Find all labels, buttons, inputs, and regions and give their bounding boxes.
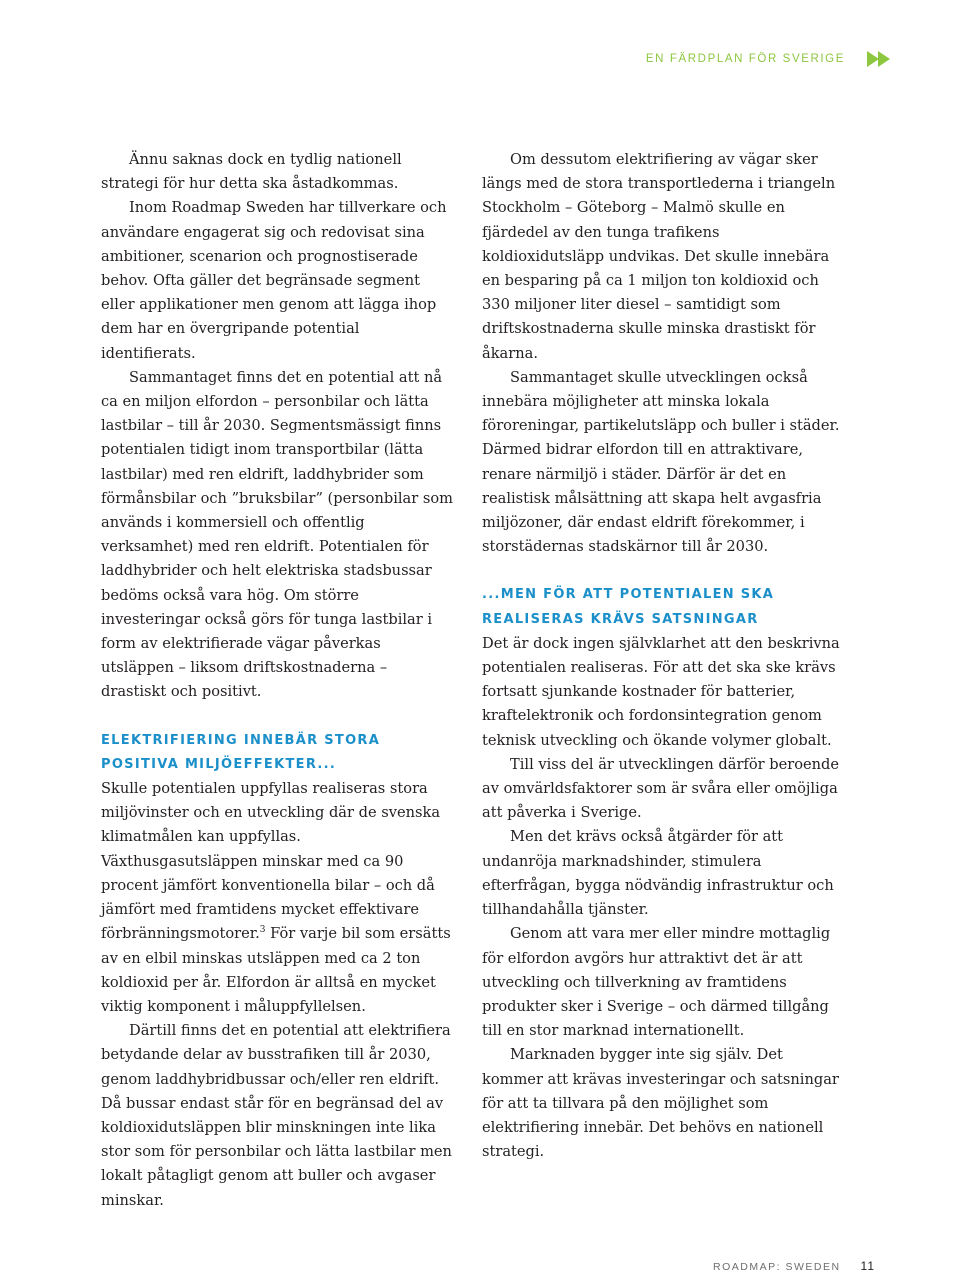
paragraph: Till viss del är utvecklingen därför beroende av omvärldsfaktorer som är svåra eller omöjliga att påverka i Sverige.	[482, 755, 839, 822]
paragraph	[101, 777, 457, 1019]
running-header	[646, 51, 891, 67]
paragraph: Det är dock ingen självklarhet att den beskrivna potentialen realiseras. För att det ska ske krävs fortsatt sjunkande kostnader för batterier, kraftelektronik och fordonsintegration genom teknisk utveckling och ökande volymer globalt.	[482, 634, 840, 749]
paragraph: Ännu saknas dock en tydlig nationell strategi för hur detta ska åstadkommas.	[101, 151, 402, 193]
section-heading: ...MEN FÖR ATT POTENTIALEN SKA REALISERAS KRÄVS SATSNINGAR	[482, 587, 775, 627]
paragraph: Om dessutom elektrifiering av vägar sker längs med de stora transportlederna i triangeln Stockholm – Göteborg – Malmö skulle en fjärdedel av den tunga trafikens koldioxidutsläpp undvikas. Det skulle innebära en besparing på ca 1 miljon ton koldioxid och 330 miljoner liter diesel – samtidigt som driftskostnaderna skulle minska drastiskt för åkarna.	[482, 151, 836, 362]
section-heading: ELEKTRIFIERING INNEBÄR STORA POSITIVA MILJÖEFFEKTER...	[101, 732, 381, 772]
paragraph-text: Skulle potentialen uppfyllas realiseras stora miljövinster och en utveckling där de svenska klimatmålen kan uppfyllas. Växthusgasutsläppen minskar med ca 90 procent jämfört konventionella bilar – och då jämfört med framtidens mycket effektivare förbränningsmotorer.	[101, 780, 441, 943]
paragraph: Marknaden bygger inte sig själv. Det kommer att krävas investeringar och satsningar för att ta tillvara på den möjlighet som elektrifiering innebär. Det behövs en nationell strategi.	[482, 1046, 839, 1161]
paragraph: Därtill finns det en potential att elektrifiera betydande delar av busstrafiken till år 2030, genom laddhybridbussar och/eller ren eldrift. Då bussar endast står för en begränsad del av koldioxidutsläppen blir minskningen inte lika stor som för personbilar och lätta lastbilar men lokalt påtagligt genom att buller och avgaser minskar.	[101, 1022, 452, 1209]
footnote-reference: 3	[259, 925, 266, 936]
right-column	[482, 148, 840, 1164]
paragraph: Sammantaget skulle utvecklingen också innebära möjligheter att minska lokala föroreningar, partikelutsläpp och buller i städer. Därmed bidrar elfordon till en attraktivare, renare närmiljö i städer. Därför är det en realistisk målsättning att skapa helt avgasfria miljözoner, där endast eldrift förekommer, i storstädernas stadskärnor till år 2030.	[482, 368, 840, 556]
left-column	[101, 148, 457, 1213]
page-footer	[713, 1259, 875, 1273]
paragraph: Inom Roadmap Sweden har tillverkare och användare engagerat sig och redovisat sina ambitioner, scenarion och prognostiserade behov. Ofta gäller det begränsade segment eller applikationer men genom att lägga ihop dem har en övergripande potential identifierats.	[101, 199, 447, 362]
publication-name: ROADMAP: SWEDEN	[713, 1261, 841, 1273]
page-number: 11	[860, 1259, 875, 1273]
double-arrow-right-icon	[867, 51, 891, 67]
section-title: EN FÄRDPLAN FÖR SVERIGE	[645, 53, 845, 65]
paragraph: Sammantaget finns det en potential att nå ca en miljon elfordon – personbilar och lätta lastbilar – till år 2030. Segmentsmässigt finns potentialen tidigt inom transportbilar (lätta lastbilar) med ren eldrift, laddhybrider som förmånsbilar och ”bruksbilar” (personbilar som används i kommersiell och offentlig verksamhet) med ren eldrift. Potentialen för laddhybrider och helt elektriska stadsbussar bedöms också vara hög. Om större investeringar också görs för tunga lastbilar i form av elektrifierade vägar påverkas utsläppen – liksom driftskostnaderna – drastiskt och positivt.	[101, 368, 453, 701]
paragraph: Men det krävs också åtgärder för att undanröja marknadshinder, stimulera efterfrågan, bygga nödvändig infrastruktur och tillhandahålla tjänster.	[482, 828, 834, 919]
paragraph-text: För varje bil som ersätts av en elbil minskas utsläppen med ca 2 ton koldioxid per år. Elfordon är alltså en mycket viktig komponent i måluppfyllelsen.	[101, 925, 451, 1015]
paragraph: Genom att vara mer eller mindre mottaglig för elfordon avgörs hur attraktivt det är att utveckling och tillverkning av framtidens produkter sker i Sverige – och därmed tillgång till en stor marknad internationellt.	[482, 925, 831, 1040]
